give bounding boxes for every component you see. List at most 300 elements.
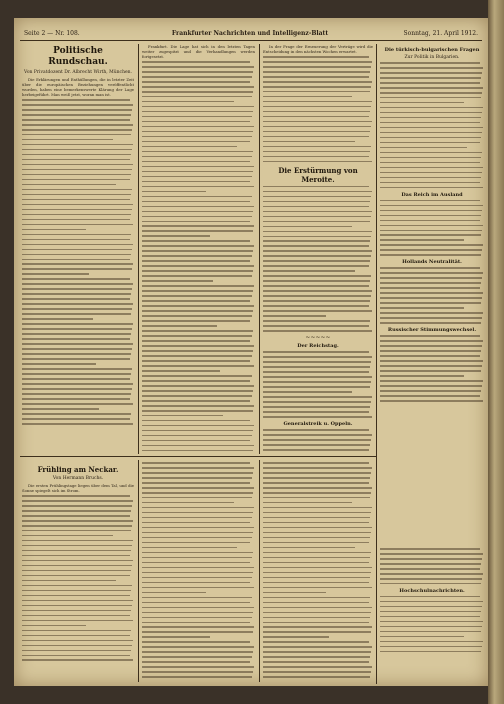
text-line — [263, 366, 370, 368]
text-line — [380, 641, 483, 643]
text-line — [263, 572, 371, 574]
section-title-reichstag: Der Reichstag. — [297, 343, 339, 350]
text-line — [142, 622, 250, 624]
article-text-block — [263, 429, 373, 454]
text-line — [263, 391, 352, 393]
text-line — [142, 335, 252, 337]
text-line — [263, 56, 369, 58]
text-line — [22, 520, 133, 522]
text-line — [380, 200, 480, 202]
text-line — [22, 418, 130, 420]
text-line — [22, 144, 133, 146]
text-line — [22, 515, 130, 517]
column-university-news — [380, 548, 484, 682]
text-line — [263, 101, 372, 103]
text-line — [380, 137, 481, 139]
text-line — [380, 606, 482, 608]
text-line — [142, 260, 250, 262]
text-line — [142, 300, 250, 302]
text-line — [22, 184, 116, 186]
text-line — [142, 395, 252, 397]
text-line — [142, 365, 254, 367]
text-line — [380, 97, 481, 99]
text-line — [22, 555, 130, 557]
text-line — [142, 646, 254, 648]
text-line — [263, 300, 370, 302]
text-line — [22, 590, 131, 592]
text-line — [142, 250, 253, 252]
text-line — [263, 416, 372, 418]
text-line — [142, 666, 254, 668]
text-line — [380, 360, 483, 362]
text-line — [263, 121, 372, 123]
text-line — [263, 542, 369, 544]
text-line — [263, 557, 370, 559]
text-line — [22, 358, 130, 360]
article-text: Frankfurt. Die Lage hat sich in den letzten Tagen weiter zugespitzt und die Verhandlungen werden fortgesetzt. — [142, 44, 255, 59]
text-line — [263, 661, 369, 663]
text-line — [22, 174, 131, 176]
text-line — [22, 249, 132, 251]
text-line — [142, 636, 210, 638]
text-line — [142, 86, 254, 88]
text-line — [142, 111, 253, 113]
text-line — [263, 411, 369, 413]
text-line — [22, 273, 89, 275]
article-text-block — [380, 267, 484, 323]
column-news — [263, 44, 373, 454]
text-line — [142, 201, 250, 203]
text-line — [22, 149, 132, 151]
text-line — [22, 194, 131, 196]
text-line — [22, 610, 131, 612]
text-line — [263, 186, 369, 188]
text-line — [142, 492, 253, 494]
text-line — [142, 151, 253, 153]
text-line — [263, 161, 372, 163]
text-line — [142, 450, 253, 452]
text-line — [263, 607, 372, 609]
text-line — [142, 390, 253, 392]
text-line — [142, 66, 254, 68]
text-line — [380, 287, 480, 289]
text-line — [263, 131, 370, 133]
text-line — [380, 626, 482, 628]
text-line — [142, 225, 254, 227]
text-line — [142, 562, 250, 564]
text-line — [142, 502, 234, 504]
text-line — [142, 557, 252, 559]
text-line — [142, 320, 250, 322]
text-line — [22, 283, 133, 285]
text-line — [142, 477, 252, 479]
article-lead: Die Erklärungen und Enthüllungen, die in letzter Zeit über die europäischen Beziehungen veröffentlicht wurden, haben eine bemerkenswerte Klärung der Lage herbeigeführt. Man weiß jetzt, woran man ist. — [22, 77, 134, 97]
text-line — [22, 239, 130, 241]
text-line — [263, 462, 369, 464]
text-line — [22, 600, 133, 602]
text-line — [263, 66, 371, 68]
text-line — [142, 245, 254, 247]
text-line — [22, 530, 131, 532]
text-line — [22, 645, 132, 647]
header-date: Sonntag, 21. April 1912. — [403, 30, 478, 37]
text-line — [380, 322, 481, 324]
article-text-block — [380, 335, 484, 401]
text-line — [22, 318, 93, 320]
text-line — [22, 570, 131, 572]
text-line — [263, 96, 352, 98]
text-line — [263, 280, 370, 282]
text-line — [142, 626, 254, 628]
text-line — [380, 355, 480, 357]
text-line — [142, 405, 254, 407]
text-line — [263, 467, 372, 469]
text-line — [263, 641, 369, 643]
text-line — [22, 219, 130, 221]
text-line — [142, 497, 252, 499]
text-line — [142, 435, 252, 437]
text-line — [22, 580, 116, 582]
text-line — [263, 250, 372, 252]
text-line — [380, 187, 483, 189]
text-line — [263, 567, 372, 569]
text-line — [380, 611, 481, 613]
text-line — [142, 360, 250, 362]
header-page-number: Seite 2 — Nr. 108. — [24, 30, 80, 37]
text-line — [263, 91, 370, 93]
text-line — [142, 290, 253, 292]
text-line — [142, 191, 206, 193]
text-line — [380, 92, 482, 94]
text-line — [22, 114, 131, 116]
text-line — [263, 631, 371, 633]
text-line — [142, 280, 213, 282]
text-line — [22, 224, 133, 226]
text-line — [380, 210, 482, 212]
text-line — [22, 313, 131, 315]
text-line — [380, 152, 482, 154]
text-line — [142, 656, 252, 658]
text-line — [380, 277, 482, 279]
text-line — [22, 343, 133, 345]
text-line — [142, 592, 206, 594]
text-line — [380, 297, 482, 299]
text-line — [380, 225, 483, 227]
text-line — [22, 535, 113, 537]
text-line — [263, 211, 372, 213]
text-line — [380, 375, 464, 377]
column-politische-rundschau — [22, 44, 134, 454]
text-line — [380, 117, 481, 119]
text-line — [263, 622, 369, 624]
text-line — [380, 102, 464, 104]
text-line — [142, 206, 254, 208]
text-line — [263, 376, 372, 378]
text-line — [263, 666, 372, 668]
text-line — [142, 355, 252, 357]
text-line — [263, 582, 369, 584]
text-line — [22, 640, 133, 642]
article-text-block — [263, 462, 373, 678]
text-line — [263, 517, 370, 519]
text-line — [142, 71, 253, 73]
text-line — [22, 179, 130, 181]
text-line — [22, 278, 130, 280]
text-line — [22, 348, 132, 350]
section-title-meroite: Die Erstürmung von Meroite. — [278, 165, 358, 184]
text-line — [22, 134, 131, 136]
text-line — [263, 532, 371, 534]
text-line — [380, 205, 483, 207]
text-line — [380, 72, 482, 74]
text-line — [22, 373, 131, 375]
text-line — [22, 403, 133, 405]
text-line — [263, 381, 371, 383]
text-line — [142, 597, 252, 599]
text-line — [22, 159, 130, 161]
text-line — [263, 71, 370, 73]
text-line — [22, 378, 130, 380]
feuilleton-column — [22, 462, 134, 682]
text-line — [380, 172, 482, 174]
text-line — [380, 553, 483, 555]
article-text-block — [22, 99, 134, 425]
text-line — [263, 597, 370, 599]
text-line — [263, 671, 371, 673]
text-line — [380, 267, 480, 269]
text-line — [142, 385, 254, 387]
text-line — [380, 127, 483, 129]
article-text-block — [380, 62, 484, 188]
text-line — [22, 254, 131, 256]
text-line — [263, 656, 370, 658]
text-line — [263, 216, 371, 218]
text-line — [380, 107, 483, 109]
text-line — [263, 552, 371, 554]
text-line — [263, 236, 371, 238]
text-line — [380, 282, 481, 284]
text-line — [142, 305, 254, 307]
text-line — [263, 245, 369, 247]
section-title-reich-ausland: Das Reich im Ausland — [401, 191, 463, 198]
text-line — [380, 601, 483, 603]
text-line — [263, 285, 369, 287]
text-line — [142, 651, 253, 653]
text-line — [263, 502, 352, 504]
text-line — [142, 671, 253, 673]
text-line — [22, 510, 131, 512]
text-line — [22, 560, 133, 562]
text-line — [263, 295, 371, 297]
text-line — [380, 254, 481, 256]
text-line — [380, 112, 482, 114]
text-line — [142, 230, 253, 232]
text-line — [380, 142, 480, 144]
text-line — [142, 116, 252, 118]
text-line — [380, 167, 483, 169]
text-line — [142, 240, 250, 242]
text-line — [142, 76, 252, 78]
column-continuation — [142, 44, 255, 454]
text-line — [263, 592, 326, 594]
text-line — [263, 325, 369, 327]
text-line — [380, 631, 481, 633]
text-line — [142, 661, 250, 663]
text-line — [142, 101, 234, 103]
text-line — [142, 285, 254, 287]
text-line — [22, 308, 132, 310]
text-line — [263, 315, 326, 317]
text-line — [263, 270, 355, 272]
text-line — [142, 472, 253, 474]
section-title-holland: Hollands Neutralität. — [402, 259, 462, 266]
text-line — [142, 612, 253, 614]
text-line — [380, 636, 464, 638]
text-line — [380, 616, 480, 618]
text-line — [263, 477, 370, 479]
text-line — [263, 81, 372, 83]
text-line — [142, 607, 254, 609]
text-line — [380, 578, 482, 580]
text-line — [263, 151, 370, 153]
text-line — [142, 445, 254, 447]
text-line — [380, 350, 481, 352]
text-line — [380, 215, 481, 217]
text-line — [380, 230, 482, 232]
text-line — [263, 487, 372, 489]
text-line — [142, 410, 253, 412]
article-text-block — [263, 56, 373, 162]
text-line — [22, 244, 133, 246]
section-title-russia: Russischer Stimmungswechsel. — [387, 327, 477, 334]
text-line — [22, 139, 113, 141]
text-line — [22, 333, 131, 335]
text-line — [380, 272, 483, 274]
text-line — [142, 295, 252, 297]
text-line — [22, 303, 133, 305]
text-line — [22, 129, 132, 131]
text-line — [380, 345, 482, 347]
text-line — [263, 141, 355, 143]
text-line — [22, 263, 133, 265]
text-line — [22, 368, 132, 370]
divider-ornament: ~~~~~ — [305, 334, 331, 342]
text-line — [142, 235, 210, 237]
article-text-block — [380, 596, 484, 652]
text-line — [22, 500, 133, 502]
text-line — [142, 211, 253, 213]
text-line — [380, 596, 480, 598]
article-text-block — [380, 200, 484, 256]
text-line — [380, 573, 483, 575]
text-line — [263, 356, 372, 358]
text-line — [380, 147, 467, 149]
text-line — [142, 676, 252, 678]
text-line — [263, 527, 372, 529]
text-line — [142, 325, 217, 327]
text-line — [263, 290, 372, 292]
text-line — [22, 199, 130, 201]
text-line — [142, 522, 250, 524]
text-line — [142, 617, 252, 619]
text-line — [22, 413, 131, 415]
text-line — [380, 87, 483, 89]
text-line — [380, 122, 480, 124]
text-line — [380, 220, 480, 222]
text-line — [263, 482, 369, 484]
text-line — [263, 537, 370, 539]
text-line — [263, 310, 372, 312]
text-line — [142, 512, 253, 514]
text-line — [263, 444, 370, 446]
text-line — [142, 537, 252, 539]
text-line — [142, 310, 253, 312]
text-line — [22, 575, 130, 577]
text-line — [380, 182, 480, 184]
text-line — [263, 231, 372, 233]
text-line — [22, 388, 132, 390]
text-line — [263, 386, 370, 388]
text-line — [263, 562, 369, 564]
text-line — [263, 330, 372, 332]
text-line — [22, 615, 130, 617]
page-header — [20, 28, 482, 41]
article-text-block — [22, 495, 134, 661]
text-line — [142, 340, 250, 342]
text-line — [380, 390, 481, 392]
text-line — [263, 255, 371, 257]
text-line — [22, 109, 132, 111]
text-line — [142, 186, 254, 188]
text-line — [263, 406, 370, 408]
article-text-block — [380, 548, 484, 584]
text-line — [380, 77, 481, 79]
text-line — [22, 650, 131, 652]
text-line — [22, 204, 133, 206]
text-line — [263, 492, 371, 494]
text-line — [22, 363, 96, 365]
text-line — [142, 315, 252, 317]
text-line — [142, 265, 254, 267]
text-line — [22, 630, 131, 632]
text-line — [142, 482, 250, 484]
text-line — [22, 298, 130, 300]
article-text-block — [142, 462, 255, 678]
text-line — [22, 540, 133, 542]
text-line — [142, 631, 253, 633]
text-line — [263, 116, 369, 118]
text-line — [142, 330, 253, 332]
article-text-block — [263, 186, 373, 332]
text-line — [142, 196, 252, 198]
text-line — [380, 67, 483, 69]
feuilleton-byline: Von Hermann Bruchs. — [52, 476, 104, 481]
text-line — [263, 612, 371, 614]
text-line — [22, 154, 131, 156]
text-line — [22, 293, 131, 295]
text-line — [22, 209, 132, 211]
text-line — [142, 542, 250, 544]
text-line — [22, 620, 133, 622]
text-line — [263, 191, 372, 193]
text-line — [22, 635, 130, 637]
text-line — [263, 275, 371, 277]
text-line — [380, 651, 481, 653]
text-line — [263, 651, 371, 653]
text-line — [263, 646, 372, 648]
text-line — [263, 522, 369, 524]
text-line — [263, 320, 370, 322]
